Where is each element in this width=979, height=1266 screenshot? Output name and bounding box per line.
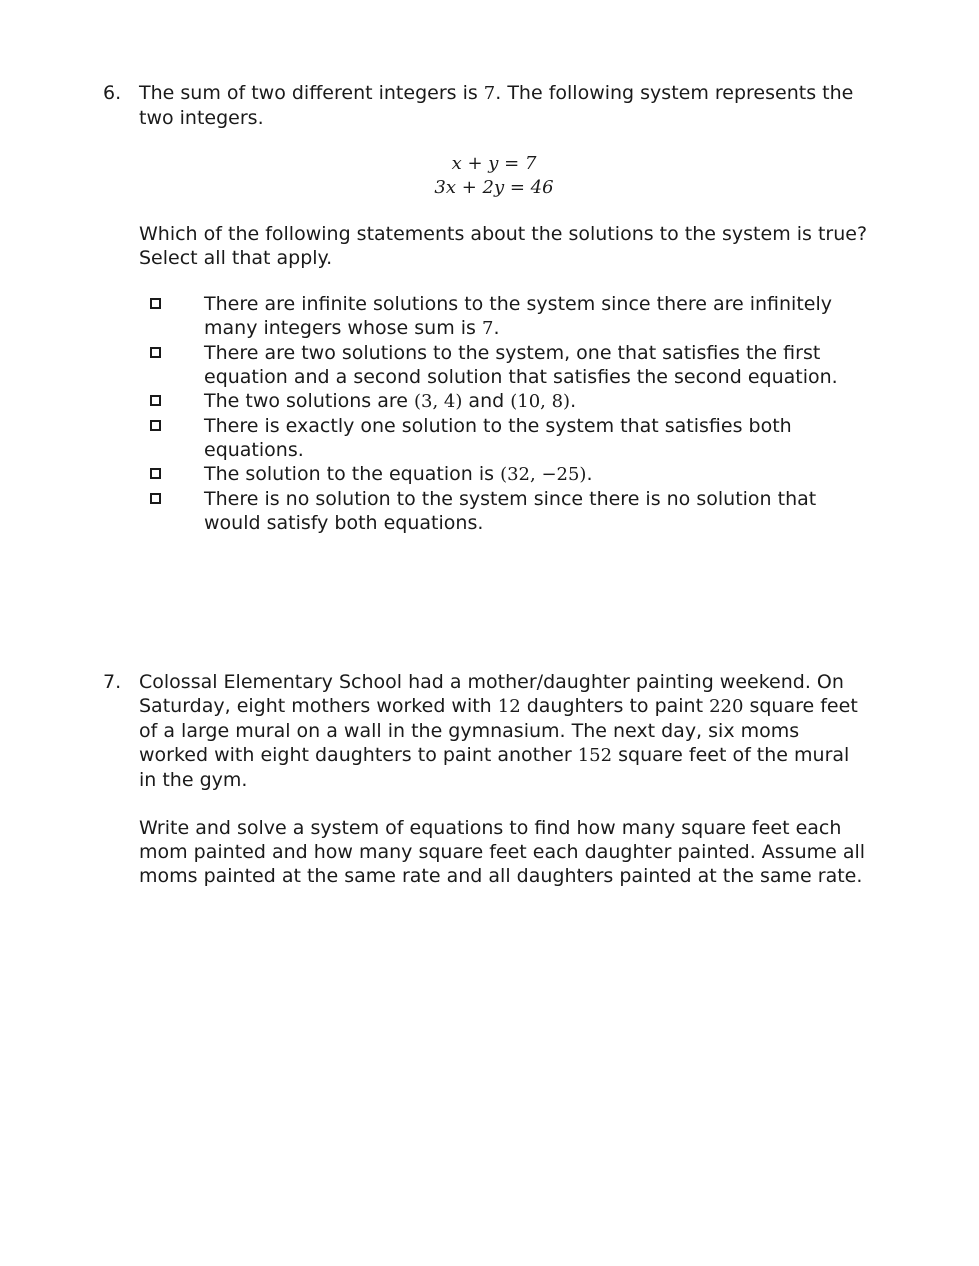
equation-2: 3x + 2y = 46: [434, 177, 554, 198]
math-value: 7: [483, 83, 496, 104]
option-6[interactable]: There is no solution to the system since there is no solution that would satisfy both equations.: [149, 487, 869, 535]
question-text: Which of the following statements about the solutions to the system is true? Select all that apply.: [139, 223, 868, 269]
checkbox-icon[interactable]: [150, 347, 161, 358]
equation-system: [139, 152, 869, 200]
checkbox-icon[interactable]: [150, 298, 161, 309]
option-3[interactable]: The two solutions are (3, 4) and (10, 8).: [149, 389, 869, 414]
option-4[interactable]: There is exactly one solution to the system that satisfies both equations.: [149, 414, 869, 462]
checkbox-icon[interactable]: [150, 395, 161, 406]
problem-number: 7.: [103, 671, 122, 693]
checkbox-icon[interactable]: [150, 420, 161, 431]
problem-body: [139, 81, 869, 535]
equation-1: x + y = 7: [451, 153, 537, 174]
option-2[interactable]: There are two solutions to the system, one that satisfies the first equation and a second solution that satisfies the second equation.: [149, 341, 869, 389]
problem-intro: The sum of two different integers is 7. The following system represents the two integers.: [139, 82, 854, 129]
option-1[interactable]: There are infinite solutions to the system since there are infinitely many integers whose sum is 7.: [149, 292, 869, 341]
problem-instructions: Write and solve a system of equations to find how many square feet each mom painted and how many square feet each daughter painted. Assume all moms painted at the same rate and all daughters painted at the same rate.: [139, 817, 866, 887]
problem-scenario: Colossal Elementary School had a mother/daughter painting weekend. On Saturday, eight mothers worked with 12 daughters to paint 220 square feet of a large mural on a wall in the gymnasium. The next day, six moms worked with eight daughters to paint another 152 square feet of the mural in the gym.: [139, 671, 858, 791]
problem-body: [139, 670, 869, 888]
problem-6: [103, 81, 873, 535]
checkbox-icon[interactable]: [150, 493, 161, 504]
answer-options: [139, 292, 869, 535]
option-5[interactable]: The solution to the equation is (32, −25).: [149, 462, 869, 487]
problem-number: 6.: [103, 82, 122, 104]
checkbox-icon[interactable]: [150, 468, 161, 479]
problem-7: [103, 670, 873, 888]
